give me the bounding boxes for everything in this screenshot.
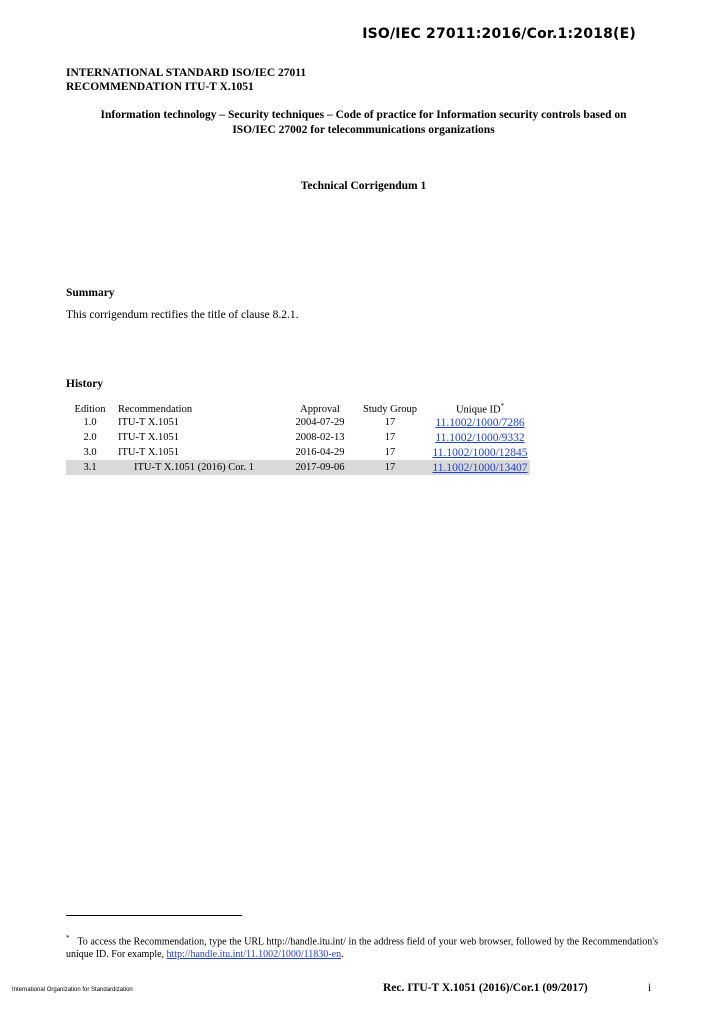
recommendation-designation: RECOMMENDATION ITU-T X.1051: [66, 81, 254, 93]
unique-id-link[interactable]: 11.1002/1000/7286: [435, 416, 525, 429]
study-group-cell: 17: [384, 447, 396, 458]
history-table: [66, 399, 530, 475]
recommendation-cell: ITU-T X.1051 (2016) Cor. 1: [114, 460, 290, 475]
unique-id-cell: [430, 460, 530, 475]
page-number: i: [648, 982, 652, 994]
col-unique-id-footnote-mark: *: [500, 401, 505, 410]
col-approval: Approval: [300, 404, 340, 415]
footnote-mark: *: [66, 934, 70, 942]
approval-cell: 2017-09-06: [290, 460, 350, 475]
footer-organization: International Organization for Standardization: [12, 987, 133, 993]
edition-cell: 1.0: [83, 417, 97, 428]
unique-id-cell: [430, 430, 530, 445]
footnote-example-link[interactable]: http://handle.itu.int/11.1002/1000/11830-en: [166, 949, 342, 961]
recommendation-cell: ITU-T X.1051: [118, 417, 180, 428]
footnote-end: .: [341, 949, 344, 961]
unique-id-link[interactable]: 11.1002/1000/13407: [432, 461, 528, 474]
study-group-cell: 17: [384, 432, 396, 443]
col-study-group: Study Group: [363, 404, 417, 415]
document-id-header: ISO/IEC 27011:2016/Cor.1:2018(E): [362, 26, 636, 42]
edition-cell: 3.1: [66, 460, 114, 475]
col-edition: Edition: [74, 404, 106, 415]
recommendation-cell: ITU-T X.1051: [118, 447, 180, 458]
table-row: [66, 430, 530, 445]
footnote-text: To access the Recommendation, type the URL http://handle.itu.int/ in the address field of your web browser, followed by the Recommendation's unique ID. For example,: [66, 936, 658, 961]
unique-id-link[interactable]: 11.1002/1000/9332: [435, 431, 525, 444]
document-title: [66, 108, 661, 138]
footer-recommendation-id: Rec. ITU-T X.1051 (2016)/Cor.1 (09/2017): [383, 982, 588, 994]
table-row: [66, 415, 530, 430]
history-heading: History: [66, 378, 104, 390]
col-recommendation: Recommendation: [118, 404, 193, 415]
unique-id-cell: [430, 445, 530, 460]
unique-id-cell: [430, 415, 530, 430]
table-row-highlighted: [66, 460, 530, 475]
study-group-cell: 17: [384, 417, 396, 428]
title-line-2: ISO/IEC 27002 for telecommunications organizations: [232, 124, 495, 136]
col-unique-id: [430, 399, 530, 415]
footnote: [66, 932, 658, 961]
footnote-divider: [66, 915, 242, 916]
approval-cell: 2016-04-29: [295, 447, 345, 458]
summary-heading: Summary: [66, 287, 115, 299]
table-row: [66, 445, 530, 460]
history-header-row: [66, 399, 530, 415]
unique-id-link[interactable]: 11.1002/1000/12845: [432, 446, 528, 459]
approval-cell: 2004-07-29: [295, 417, 345, 428]
edition-cell: 2.0: [83, 432, 97, 443]
edition-cell: 3.0: [83, 447, 97, 458]
standard-designation: INTERNATIONAL STANDARD ISO/IEC 27011: [66, 67, 307, 79]
recommendation-cell: ITU-T X.1051: [118, 432, 180, 443]
summary-text: This corrigendum rectifies the title of clause 8.2.1.: [66, 309, 299, 321]
col-unique-id-label: Unique ID: [455, 404, 501, 415]
study-group-cell: 17: [350, 460, 430, 475]
approval-cell: 2008-02-13: [295, 432, 345, 443]
corrigendum-title: Technical Corrigendum 1: [300, 180, 427, 192]
title-line-1: Information technology – Security techniques – Code of practice for Information security controls based on: [100, 109, 627, 121]
